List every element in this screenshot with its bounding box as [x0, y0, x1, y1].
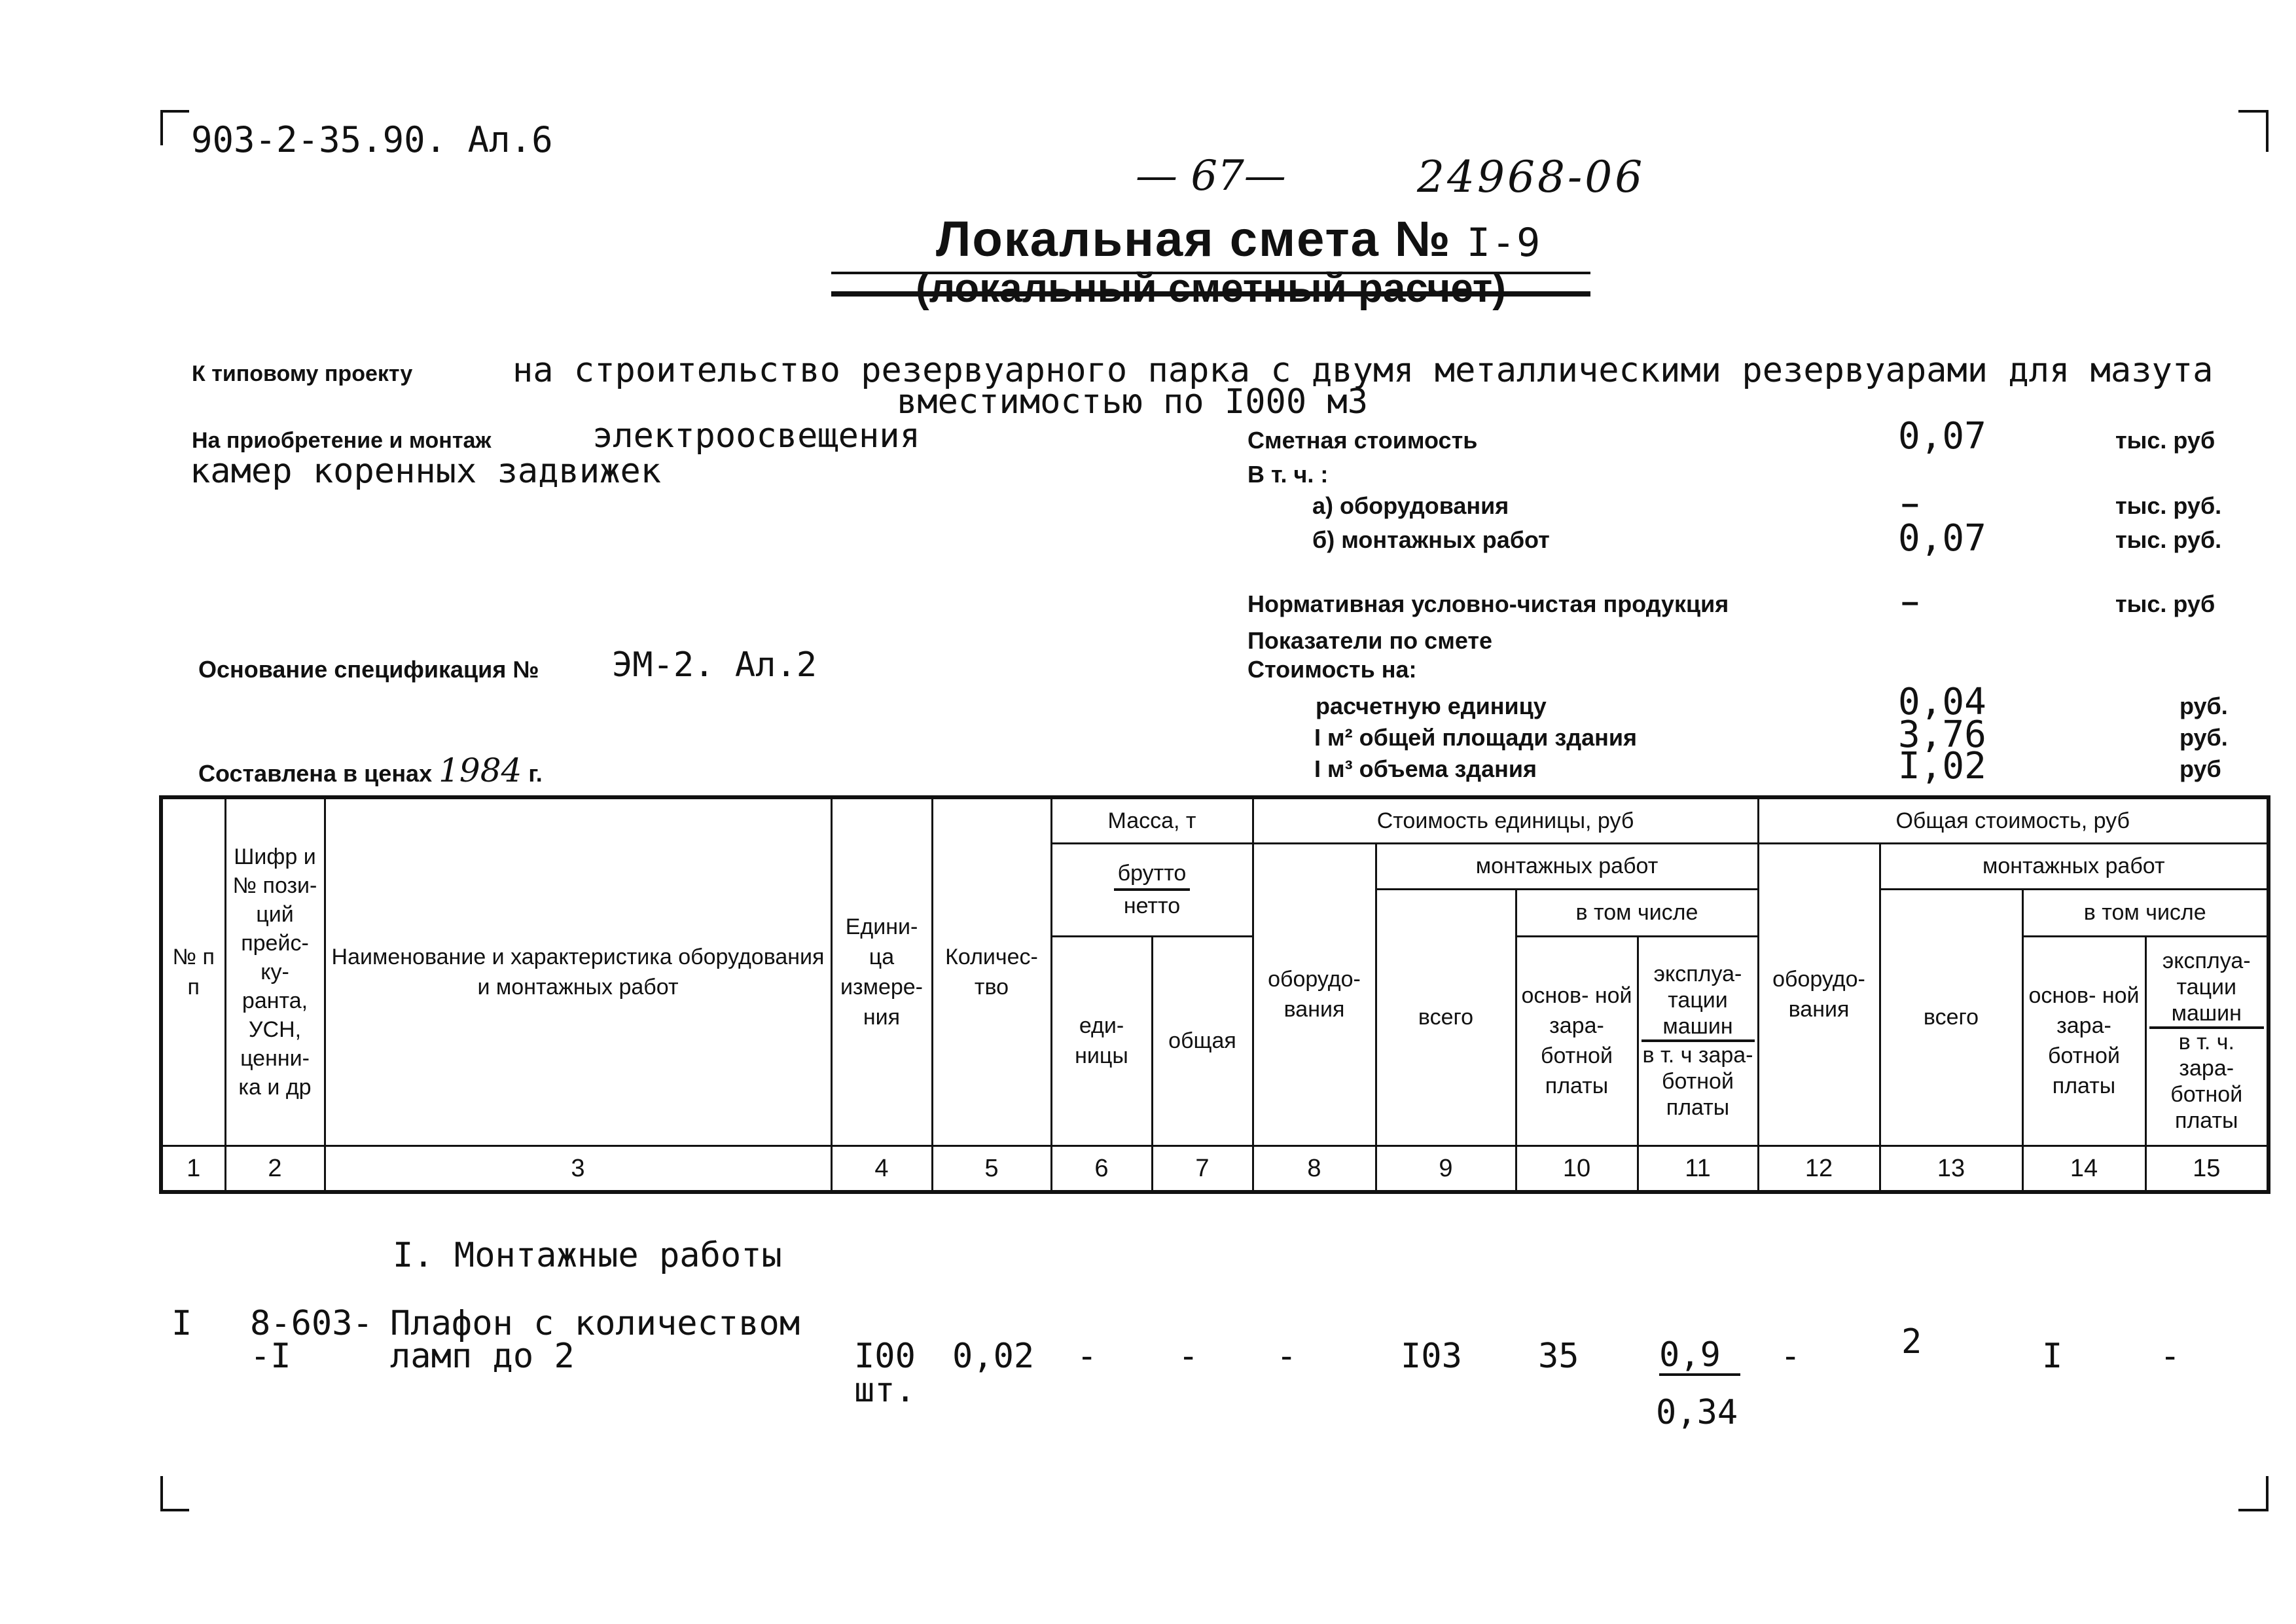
row-base-wage: 35 — [1538, 1337, 1579, 1376]
column-number: 10 — [1516, 1146, 1638, 1192]
row-machines-total: - — [2160, 1337, 2181, 1376]
equip-label: а) оборудования — [1312, 492, 1509, 519]
column-number: 2 — [225, 1146, 325, 1192]
corner-mark-top-right — [2238, 110, 2269, 152]
strike-line — [831, 294, 1590, 297]
area-indicator-unit: руб. — [2179, 724, 2228, 751]
unit-indicator-unit: руб. — [2179, 693, 2228, 719]
header-install: монтажных работ — [1376, 843, 1758, 889]
row-install-total: 2 — [1901, 1322, 1922, 1362]
install-label: б) монтажных работ — [1312, 526, 1550, 553]
column-number: 5 — [932, 1146, 1051, 1192]
basis-label: Основание спецификация № — [198, 656, 539, 683]
column-number: 14 — [2022, 1146, 2145, 1192]
row-equip-unit-cost: - — [1276, 1337, 1297, 1376]
column-number: 6 — [1051, 1146, 1152, 1192]
column-numbers-row — [161, 1146, 2269, 1192]
header-incl: в том числе — [1516, 889, 1758, 936]
volume-indicator-label: I м³ объема здания — [1314, 755, 1537, 782]
column-number: 1 — [161, 1146, 225, 1192]
header-equipment-total: оборудо- вания — [1758, 843, 1880, 1146]
normative-unit: тыс. руб — [2115, 590, 2215, 617]
header-name: Наименование и характеристика оборудования и монтажных работ — [325, 797, 831, 1146]
cost-label: Сметная стоимость — [1247, 427, 1478, 454]
install-unit: тыс. руб. — [2115, 526, 2222, 553]
header-brutto: брутто — [1114, 858, 1191, 891]
header-mass-unit: еди- ницы — [1051, 936, 1152, 1146]
incl-label: В т. ч. : — [1247, 461, 1329, 488]
equip-value: – — [1901, 486, 1919, 521]
volume-indicator-unit: руб — [2179, 755, 2221, 782]
area-indicator-value: 3,76 — [1898, 713, 1986, 756]
volume-indicator-value: I,02 — [1898, 745, 1986, 787]
row-install-all: I03 — [1401, 1337, 1462, 1376]
area-indicator-label: I м² общей площади здания — [1314, 724, 1637, 751]
inventory-number: 24968-06 — [1417, 152, 1645, 202]
normative-value: – — [1901, 585, 1919, 619]
header-brutto-netto — [1051, 843, 1253, 936]
header-equipment: оборудо- вания — [1253, 843, 1376, 1146]
header-machines: эксплуа- тации машин в т. ч зара- ботной платы — [1638, 936, 1758, 1146]
header-install-total: монтажных работ — [1880, 843, 2269, 889]
row-qty: 0,02 — [952, 1337, 1035, 1376]
header-incl-total: в том числе — [2022, 889, 2269, 936]
struck-subtitle: (локальный сметный расчет) — [831, 265, 1590, 317]
header-base-wage-total: основ- ной зара- ботной платы — [2022, 936, 2145, 1146]
header-machines-total: эксплуа- тации машин в т. ч. зара- ботной платы — [2145, 936, 2269, 1146]
title-main: Локальная смета № — [936, 211, 1452, 267]
header-base-wage: основ- ной зара- ботной платы — [1516, 936, 1638, 1146]
row-base-wage-total: I — [2042, 1337, 2063, 1376]
header-install-all-total: всего — [1880, 889, 2022, 1146]
header-total-cost: Общая стоимость, руб — [1758, 797, 2269, 843]
install-value: 0,07 — [1898, 517, 1986, 560]
estimate-table — [159, 795, 2270, 1194]
row-code-line2: -I — [250, 1337, 291, 1376]
row-unit-line2: шт. — [854, 1371, 916, 1410]
header-unit-cost: Стоимость единицы, руб — [1253, 797, 1758, 843]
unit-indicator-label: расчетную единицу — [1316, 693, 1547, 719]
strike-line — [831, 272, 1590, 294]
header-qty: Количес- тво — [932, 797, 1051, 1146]
column-number: 9 — [1376, 1146, 1516, 1192]
header-netto: нетто — [1123, 893, 1181, 918]
purpose-text-line1: электроосвещения — [592, 416, 920, 456]
cost-value: 0,07 — [1898, 415, 1986, 458]
title-number: I-9 — [1466, 220, 1542, 266]
header-mass: Масса, т — [1051, 797, 1253, 843]
row-mass-unit: - — [1077, 1337, 1098, 1376]
column-number: 7 — [1152, 1146, 1253, 1192]
column-number: 4 — [831, 1146, 932, 1192]
header-num: № п п — [161, 797, 225, 1146]
header-code: Шифр и № пози- ций прейс- ку- ранта, УСН, ценни- ка и др — [225, 797, 325, 1146]
indicators-label: Показатели по смете — [1247, 627, 1493, 654]
project-label: К типовому проекту — [192, 361, 413, 386]
corner-mark-top-left — [160, 110, 189, 145]
header-mass-total: общая — [1152, 936, 1253, 1146]
row-name-line2: ламп до 2 — [390, 1337, 575, 1376]
page-number: — 67— — [1136, 152, 1286, 200]
row-equip-total: - — [1780, 1337, 1801, 1376]
section-title: I. Монтажные работы — [393, 1236, 782, 1275]
row-machines: 0,9 — [1659, 1337, 1740, 1376]
header-unit: Едини- ца измере- ния — [831, 797, 932, 1146]
column-number: 11 — [1638, 1146, 1758, 1192]
purpose-text-line2: камер коренных задвижек — [190, 452, 662, 491]
header-install-all: всего — [1376, 889, 1516, 1146]
unit-indicator-value: 0,04 — [1898, 681, 1986, 723]
project-text-line1: на строительство резервуарного парка с двумя металлическими резервуарами для мазута — [512, 351, 2214, 390]
row-unit-line1: I00 — [854, 1337, 916, 1376]
normative-label: Нормативная условно-чистая продукция — [1247, 590, 1729, 617]
cost-unit: тыс. руб — [2115, 427, 2215, 454]
column-number: 12 — [1758, 1146, 1880, 1192]
column-number: 13 — [1880, 1146, 2022, 1192]
purpose-label: На приобретение и монтаж — [192, 428, 492, 453]
project-text-line2: вместимостью по I000 м3 — [897, 382, 1369, 422]
row-num: I — [171, 1304, 192, 1343]
row-machines-wage: 0,34 — [1656, 1393, 1738, 1432]
column-number: 8 — [1253, 1146, 1376, 1192]
corner-mark-bottom-left — [160, 1476, 189, 1511]
prices-line: Составлена в ценах 1984 г. — [198, 751, 543, 789]
column-number: 15 — [2145, 1146, 2269, 1192]
page-title — [936, 211, 1541, 268]
row-code-line1: 8-603- — [250, 1304, 373, 1343]
basis-value: ЭМ-2. Ал.2 — [612, 645, 817, 685]
prices-year: 1984 — [439, 751, 522, 789]
corner-mark-bottom-right — [2238, 1476, 2269, 1511]
row-mass-total: - — [1178, 1337, 1199, 1376]
equip-unit: тыс. руб. — [2115, 492, 2222, 519]
column-number: 3 — [325, 1146, 831, 1192]
cost-per-label: Стоимость на: — [1247, 656, 1417, 683]
document-code: 903-2-35.90. Ал.6 — [191, 119, 553, 160]
row-name-line1: Плафон с количеством — [390, 1304, 800, 1343]
